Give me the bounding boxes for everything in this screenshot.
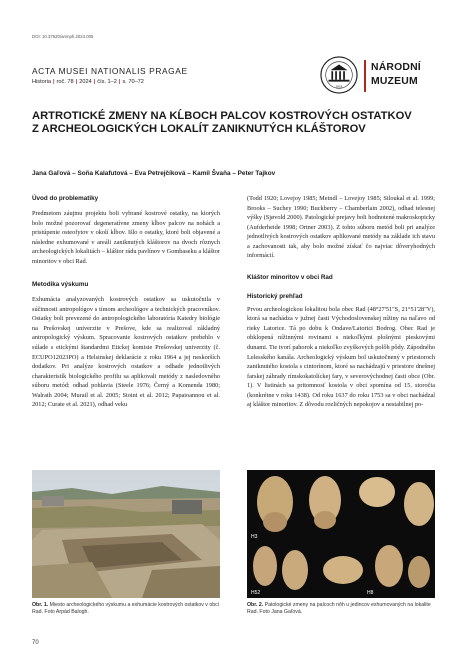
author-list: Jana Gaľová – Soňa Kalafutová – Eva Petrejčíková – Kamil Švaňa – Peter Tajkov [32,170,276,177]
paragraph-history: Prvou archeologickou lokalitou bola obec Rad (48°27'51"S, 21°51'28"V), ktorá sa nachádza v južnej časti Východoslovenskej nížiny na naľavo od rieky Latorice. Tá po dobu k Ondave/Latorici Bodrog. Obec Rad je obklopená nížinnými rovinami s niekoľkými plošnými pieskovými dunami. Tie tvorí pahorok a niekoľko zvyškových polôh pôdy. Zápodného Lelesského kanála. Archeologický výskum bol uskutočnený v priestoroch zaniknutého kostola s cintorínom, ktoré sa nachádzajú v priestore dnešnej farskej záhrady rímskokatolíckej fary, v severovýchodnej časti obce (Obr. 1). V listinách sa pritomnosť kostola v obci spomína od 15. storočia (konkrétne v roku 1438). Od roku 1637 do roku 1753 sa v obci nachádzal aj kláštor minoritov. Z dôvodu rozličných nepokojov a nestabilnej po- [247,305,435,409]
title-line-2: Z ARCHEOLOGICKÝCH LOKALÍT ZANIKNUTÝCH KLÁŠTOROV [32,123,366,135]
separator: | [118,79,121,85]
logo-divider [364,60,366,92]
figure-2-photo [247,470,435,598]
figure-2-label: Obr. 2. [247,602,264,608]
museum-seal-logo [320,56,358,94]
journal-meta [32,79,144,85]
article-title [32,110,442,136]
figure-2-tag-top: H3 [251,534,258,540]
heading-monastery: Kláštor minoritov v obci Rad [247,273,333,281]
journal-volume: roč. 78 [56,79,74,85]
page-number: 70 [32,640,39,646]
paragraph-method: Exhumácia analyzovaných kostrových ostatkov sa uskutočnila v súčinnosti antropológov s tímom archeológov a technických pracovníkov. Ostatky boli prevezené do antropologického laboratória Katedry biológie na Prešovskej univerzite v Prešove, kde sa realizoval základný antropologický výskum. Spracovanie kostrových ostatkov prebehlo v súlade s etickými štandardmi Etickej komisie Prešovskej univerzity (č. ECUPO12023PO) a Helsinskej deklarácie z roku 1964 a jej neskorších dodatkov. Pri analýze kostrových ostatkov a odhade jednotlivých charakteristík biologického profilu sa aplikovali metódy z nasledovného súboru metód: odhad pohlavia (Steele 1976; Černý a Komenda 1980; Walrath 2004; Murail et al. 2005; Stoini et al. 2012; Papaioannou et al. 2012; Curate et al. 2021), odhad veku [32,296,220,409]
left-column [32,194,220,410]
separator: | [93,79,96,85]
doi-line: DOI: 10.37520/amnph.2024.005 [32,34,94,39]
separator: | [75,79,78,85]
figure-2-caption [247,602,435,616]
journal-issue: čís. 1–2 [97,79,117,85]
figure-2-caption-text: Patologické zmeny na palcoch nôh u jedincov exhumovaných na lokalite Rad. Foto Jana Gaľová. [247,602,431,615]
heading-intro: Úvod do problematiky [32,195,99,202]
figure-1-caption [32,602,220,616]
seal-year: 1818 [335,84,343,89]
logo-line-1: NÁRODNÍ [371,62,421,73]
journal-year: 2024 [79,79,92,85]
figure-2-tag-bottom-right: H8 [367,590,374,596]
museum-logo-text [371,61,421,89]
right-column [247,194,435,410]
figure-1-label: Obr. 1. [32,602,49,608]
figure-1-photo [32,470,220,598]
journal-series: Historia [32,79,51,85]
separator: | [52,79,55,85]
figure-1-caption-text: Miesto archeologického výskumu a exhumácie kostrových ostatkov v obci Rad. Foto Arpád Balogh. [32,602,219,615]
paragraph-intro: Predmetom záujmu projektu boli vybrané kostrové ostatky, na ktorých bolo možné pozorovať degeneratívne zmeny kĺbov palcov na nohách a pristúpenie osteofytov v okolí kĺbov. Išlo o ostatky, ktoré boli objavené a následne exhumované v areáli zaniknutých kláštorov na dvoch rôznych archeologických lokalitách – kláštor rádu pavlínov v Gombaseku a kláštor minoritov v obci Rad. [32,210,220,265]
figure-2-tag-bottom-left: H52 [251,590,261,596]
journal-title: ACTA MUSEI NATIONALIS PRAGAE [32,66,188,76]
title-line-1: ARTROTICKÉ ZMENY NA KĹBOCH PALCOV KOSTROVÝCH OSTATKOV [32,110,412,122]
heading-method: Metodika výskumu [32,281,89,289]
paragraph-continued: (Todd 1920; Lovejoy 1985; Meindl – Lovejoy 1985; Stloukal et al. 1999; Brooks – Suchey 1990; Buckberry – Chamberlain 2002), odhad telesnej výšky (Sjøvold 2000). Patologické prejavy boli hodnotené makroskopicky (Aufderheide 1998; Ortner 2003). Z tohto súboru metód boli pri analýze jednotlivých kostrových ostatkov aplikované metódy na základe ich stavu a zachovanosti tak, aby bolo možné získať čo najviac dôveryhodných informácií. [247,195,435,260]
logo-line-2: MUZEUM [371,76,418,87]
heading-history: Historický prehľad [247,292,303,300]
journal-pages: s. 70–72 [122,79,144,85]
